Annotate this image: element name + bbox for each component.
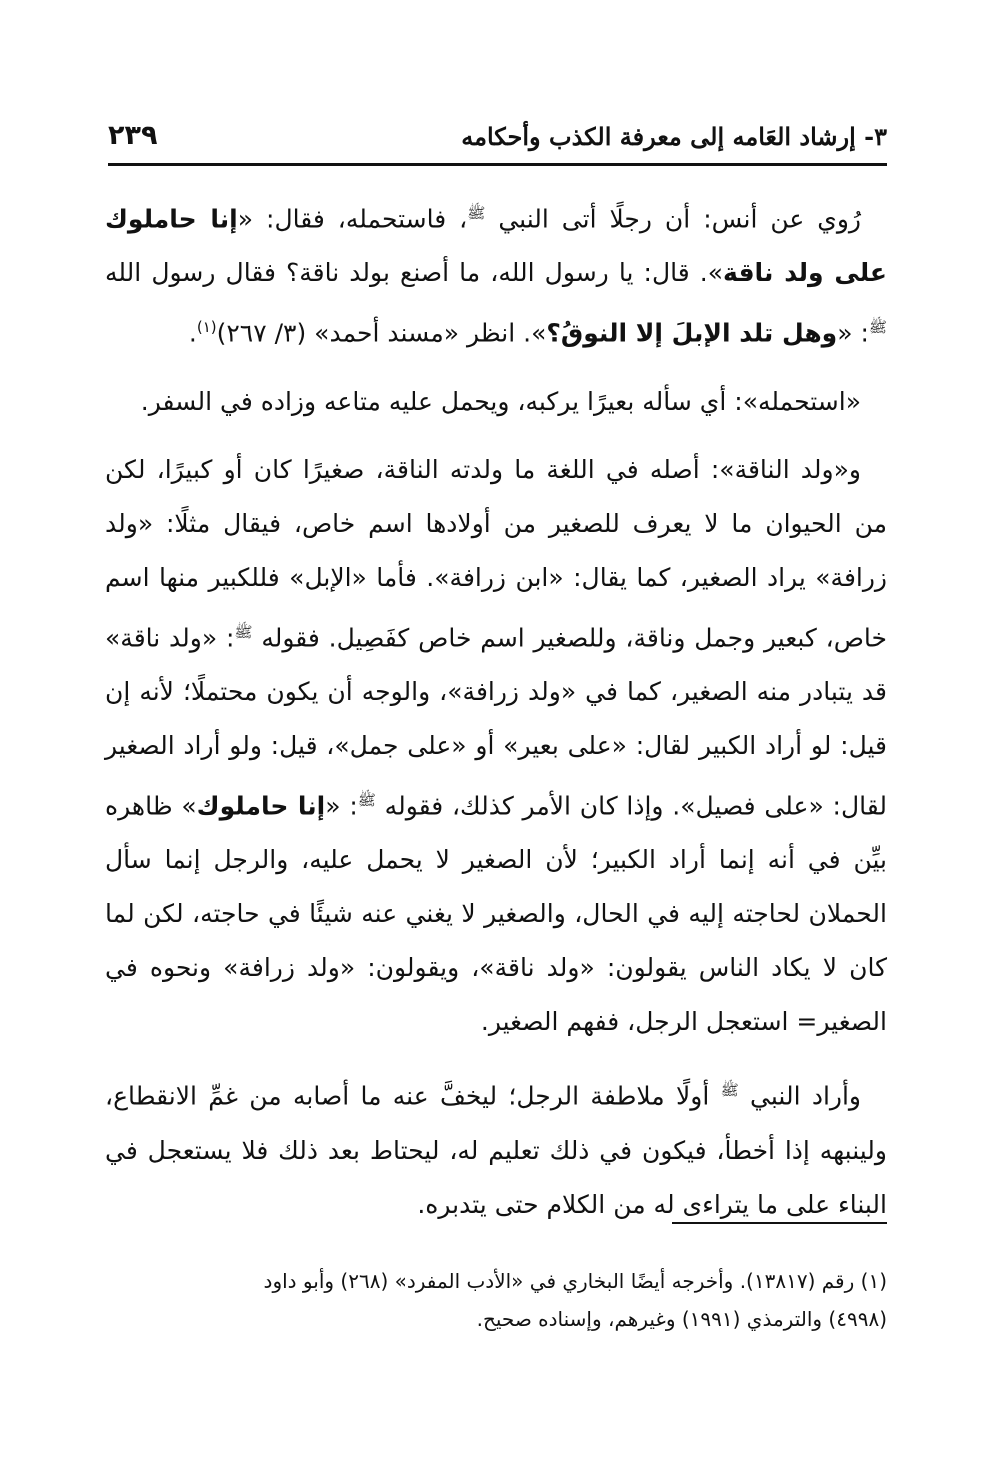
paragraph-explanation [105,443,887,1050]
footnote-reference[interactable]: (١) [196,318,217,337]
text-run: . [188,318,197,348]
footnote [105,1262,887,1338]
paragraph-hadith [105,186,887,361]
footnote-line: (١) رقم (١٣٨١٧). وأخرجه أيضًا البخاري في «الأدب المفرد» (٢٦٨) وأبو داود [263,1269,887,1293]
salutation-mark: ﷺ [234,622,253,641]
salutation-mark: ﷺ [868,318,887,337]
text-run: و«ولد الناقة»: أصله في اللغة ما ولدته الناقة، صغيرًا كان أو كبيرًا، لكن من الحيوان ما لا يعرف للصغير من أولادها اسم خاص، فيقال مثلًا: «ولد زرافة» يراد الصغير، كما يقال: «ابن زرافة». فأما «الإبل» فللكبير منها اسم خاص، كبعير وجمل وناقة، وللصغير اسم خاص كفَصِيل. فقوله [105,454,887,652]
salutation-mark: ﷺ [357,790,376,809]
footnote-line: (٤٩٩٨) والترمذي (١٩٩١) وغيرهم، وإسناده صحيح. [476,1307,887,1331]
bold-quote: وهل تلد الإبلَ إلا النوقُ؟ [546,318,838,348]
header-rule [108,163,887,166]
salutation-mark: ﷺ [467,204,486,222]
text-run: ». انظر «مسند أحمد» (٣/ ٢٦٧) [216,318,547,348]
bold-quote: إنا حاملوك على ولد ناقة [105,204,887,288]
text-run: ». قال: يا رسول الله، ما أصنع بولد ناقة؟ فقال رسول الله [105,258,724,288]
bold-quote: إنا حاملوك [196,791,326,821]
text-run: رُوي عن أنس: أن رجلًا أتى النبي [498,204,861,234]
main-text [105,186,887,1246]
text-run: وأراد النبي [750,1081,861,1111]
page-number: ٢٣٩ [108,120,158,151]
paragraph-conclusion [105,1063,887,1231]
text-run: : « [325,791,358,821]
text-run: » ظاهره بيِّن في أنه إنما أراد الكبير؛ لأن الصغير لا يحمل عليه، والرجل إنما سأل الحملان لحاجته إليه في الحال، والصغير لا يغني عنه شيئًا في حاجته، لكن لما كان لا يكاد الناس يقولون: «ولد ناقة»، ويقولون: «ولد زرافة» ونحوه في الصغير= استعجل الرجل، ففهم الصغير. [105,791,887,1037]
text-run: : «ولد ناقة» قد يتبادر منه الصغير، كما في «ولد زرافة»، والوجه أن يكون محتملًا؛ لأنه إن قيل: لو أراد الكبير لقال: «على بعير» أو «على جمل»، قيل: ولو أراد الصغير لقال: «على فصيل». وإذا كان الأمر كذلك، فقوله [105,622,887,821]
running-header [108,116,887,166]
footnote-separator [672,1222,887,1224]
salutation-mark: ﷺ [720,1081,739,1100]
text-run: : « [837,318,869,348]
paragraph-definition: «استحمله»: أي سأله بعيرًا يركبه، ويحمل عليه متاعه وزاده في السفر. [140,386,861,416]
chapter-title: ٣- إرشاد العَامه إلى معرفة الكذب وأحكامه [461,122,887,151]
text-run: ، فاستحمله، فقال: « [237,204,468,234]
text-run: أولًا ملاطفة الرجل؛ ليخفَّ عنه ما أصابه من غمِّ الانقطاع، ولينبهه إذا أخطأ، فيكون في ذلك تعليم له، ليحتاط بعد ذلك فلا يستعجل في البناء على ما يتراءى له من الكلام حتى يتدبره. [105,1081,887,1219]
